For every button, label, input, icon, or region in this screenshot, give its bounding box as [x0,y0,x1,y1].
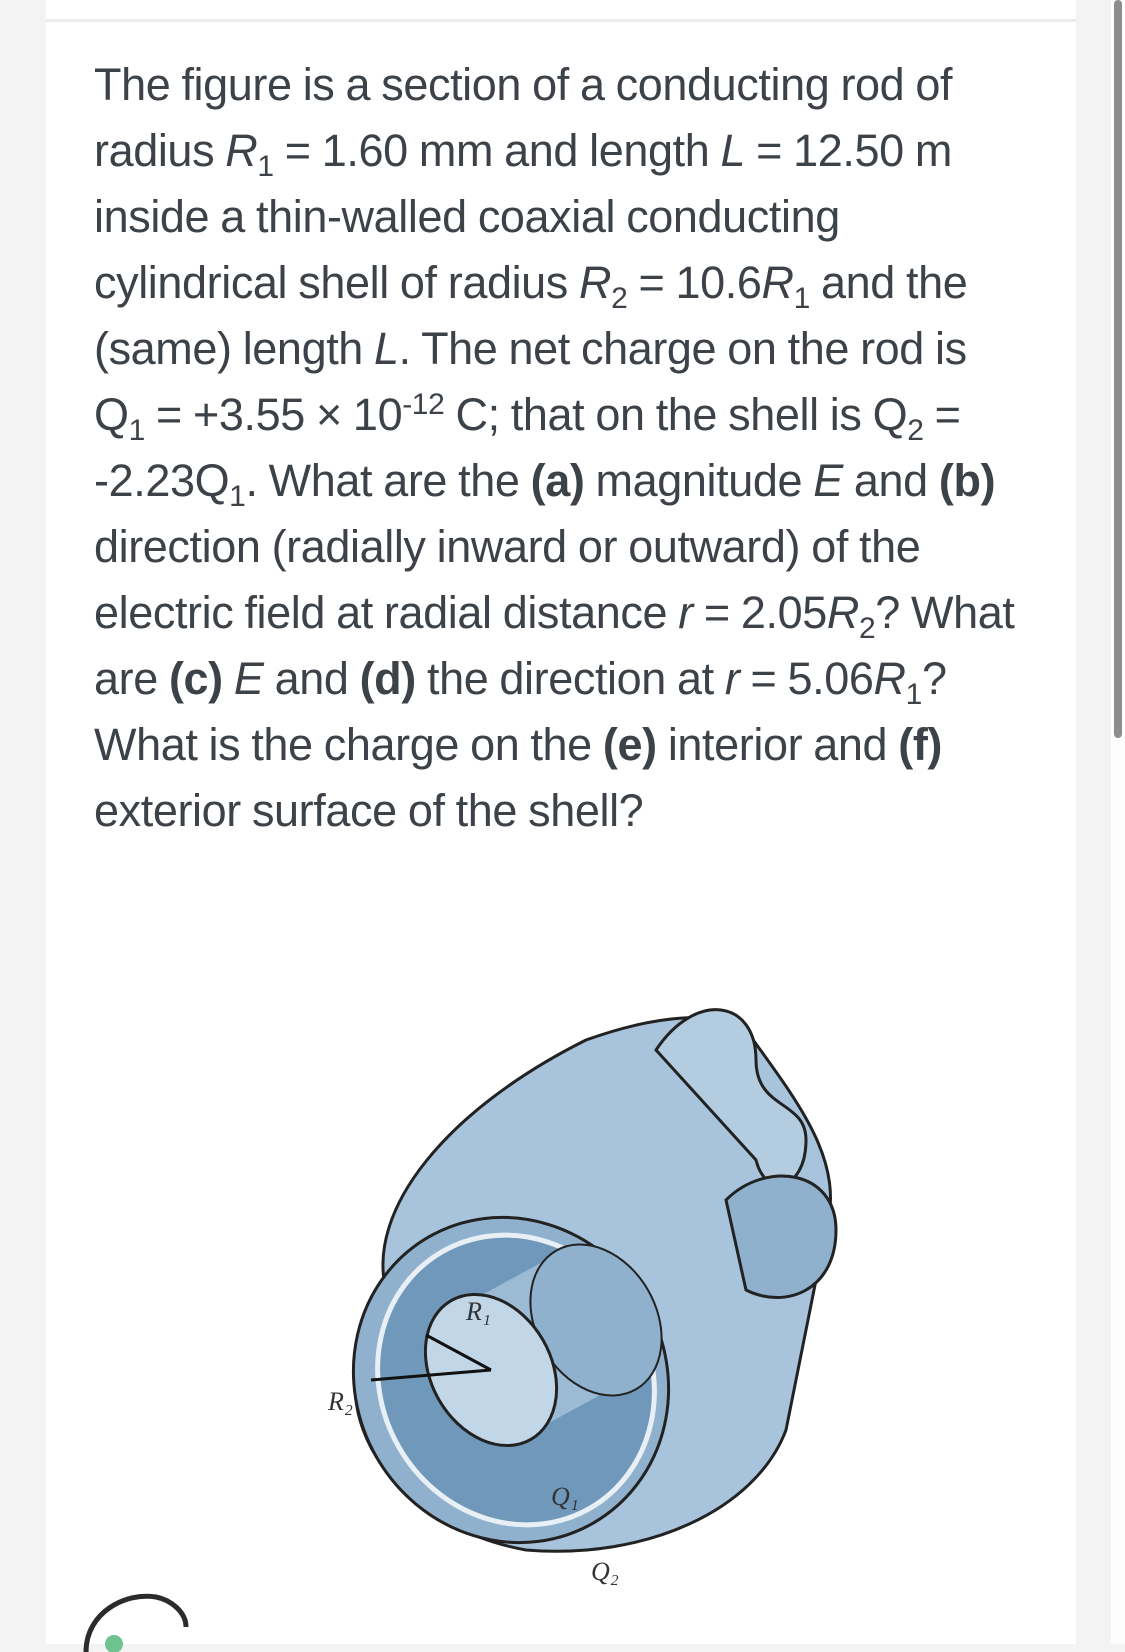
math-subscript: 2 [858,612,876,645]
question-segment: . The net charge on the rod is Q [94,323,967,440]
math-subscript: 1 [128,414,145,447]
math-subscript: 1 [257,150,274,183]
question-segment: the direction at [415,653,725,704]
question-segment: ? What is the charge on the [94,653,947,770]
part-label-e: (e) [602,719,657,770]
label-r1: R₁ [466,1297,491,1326]
part-label-c: (c) [168,653,223,704]
question-segment: = 5.06 [739,653,874,704]
label-r2: R₂ [328,1387,353,1416]
question-text [94,52,1024,844]
part-label-f: (f) [898,719,943,770]
question-segment: magnitude [584,455,814,506]
math-symbol: r [678,587,693,638]
question-segment: The figure is a section of a conducting rod of radius [94,59,953,176]
label-q1: Q₁ [551,1482,579,1511]
question-segment: = 1.60 mm and length [273,125,721,176]
part-label-a: (a) [530,455,585,506]
question-segment: and [263,653,360,704]
question-card [46,0,1076,1644]
coaxial-cylinder-figure [326,990,886,1590]
question-segment: . What are the [245,455,531,506]
question-segment [223,653,234,704]
math-symbol: E [813,455,843,506]
math-subscript: 2 [611,282,628,315]
scrollbar[interactable] [1111,0,1125,1644]
math-symbol: E [233,653,264,704]
label-q2: Q₂ [591,1557,619,1586]
question-segment: = 12.50 m inside a thin-walled coaxial conducting cylindrical shell of radius [94,125,952,308]
math-symbol: r [724,653,740,704]
scrollbar-thumb[interactable] [1114,0,1122,738]
question-segment: exterior surface of the shell? [94,785,644,836]
question-segment: and [842,455,939,506]
math-symbol: R [579,257,612,308]
avatar [76,1582,196,1652]
divider [46,19,1076,22]
part-label-d: (d) [359,653,416,704]
math-symbol: L [374,323,399,374]
math-symbol: L [720,125,746,176]
question-segment: = +3.55 × 10 [144,389,403,440]
question-segment: C; that on the shell is Q [444,389,908,440]
math-symbol: R [873,653,906,704]
question-segment: ? What are [94,587,1015,704]
question-segment: = -2.23Q [94,389,961,506]
question-segment: = 2.05 [692,587,827,638]
question-segment: and the (same) length [94,257,968,374]
math-subscript: 1 [793,282,810,315]
question-segment: direction (radially inward or outward) of the electric field at radial distance [94,521,921,638]
math-subscript: 1 [905,678,922,711]
question-segment: interior and [656,719,899,770]
math-symbol: R [225,125,258,176]
part-label-b: (b) [938,455,996,506]
math-symbol: R [826,587,859,638]
question-segment: = 10.6 [627,257,762,308]
shell-end [726,1176,836,1298]
math-symbol: R [761,257,794,308]
math-superscript: -12 [402,388,445,421]
math-subscript: 1 [229,480,246,513]
math-subscript: 2 [907,414,924,447]
